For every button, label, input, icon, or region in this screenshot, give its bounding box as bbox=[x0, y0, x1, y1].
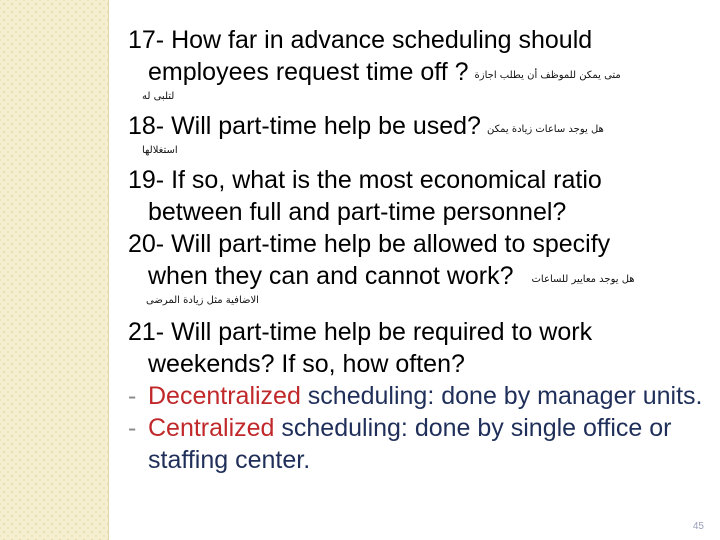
question-20-line2 bbox=[128, 260, 708, 296]
bullet-centralized bbox=[128, 412, 708, 476]
question-20-arabic-inline: هل يوجد معايير للساعات bbox=[531, 274, 635, 285]
bullet-centralized-text bbox=[148, 412, 708, 476]
page-number: 45 bbox=[692, 521, 704, 532]
question-17-arabic-line bbox=[128, 90, 708, 104]
question-18-arabic-inline: هل يوجد ساعات زيادة يمكن bbox=[486, 124, 604, 135]
question-18-text: 18- Will part-time help be used? bbox=[128, 112, 481, 140]
question-21-line2: weekends? If so, how often? bbox=[148, 350, 465, 378]
question-19-line2: between full and part-time personnel? bbox=[148, 198, 567, 226]
question-20 bbox=[128, 228, 708, 296]
question-20-arabic-text: الاضافية مثل زيادة المرضى bbox=[146, 295, 259, 306]
question-18-arabic-text: استغلالها bbox=[142, 145, 178, 156]
question-17-arabic-text: لتلبى له bbox=[142, 91, 175, 102]
question-18 bbox=[128, 110, 708, 146]
bullet-decentralized-highlight: Decentralized bbox=[148, 382, 301, 410]
question-17 bbox=[128, 24, 708, 92]
question-19 bbox=[128, 164, 708, 228]
decorative-side-strip bbox=[0, 0, 109, 540]
question-17-arabic-inline: متى يمكن للموظف أن يطلب اجازة bbox=[474, 70, 621, 81]
bullet-centralized-highlight: Centralized bbox=[148, 414, 275, 442]
question-17-line1: 17- How far in advance scheduling should bbox=[128, 26, 593, 54]
question-21 bbox=[128, 316, 708, 380]
question-19-line1: 19- If so, what is the most economical ratio bbox=[128, 166, 602, 194]
question-18-arabic-line bbox=[128, 144, 708, 158]
bullet-decentralized bbox=[128, 380, 708, 412]
question-21-line1: 21- Will part-time help be required to work bbox=[128, 318, 593, 346]
question-17-line2 bbox=[128, 56, 708, 92]
question-17-line2-text: employees request time off ? bbox=[148, 58, 469, 86]
question-20-line2-text: when they can and cannot work? bbox=[148, 262, 514, 290]
question-20-line1: 20- Will part-time help be allowed to specify bbox=[128, 230, 611, 258]
bullet-decentralized-text bbox=[148, 380, 708, 412]
bullet-dash: - bbox=[128, 382, 137, 410]
slide-content bbox=[128, 24, 708, 476]
bullet-centralized-rest: scheduling: done by single office or staffing center. bbox=[148, 414, 672, 474]
bullet-dash: - bbox=[128, 414, 137, 442]
bullet-decentralized-rest: scheduling: done by manager units. bbox=[300, 382, 703, 410]
question-20-arabic-line bbox=[128, 294, 708, 308]
